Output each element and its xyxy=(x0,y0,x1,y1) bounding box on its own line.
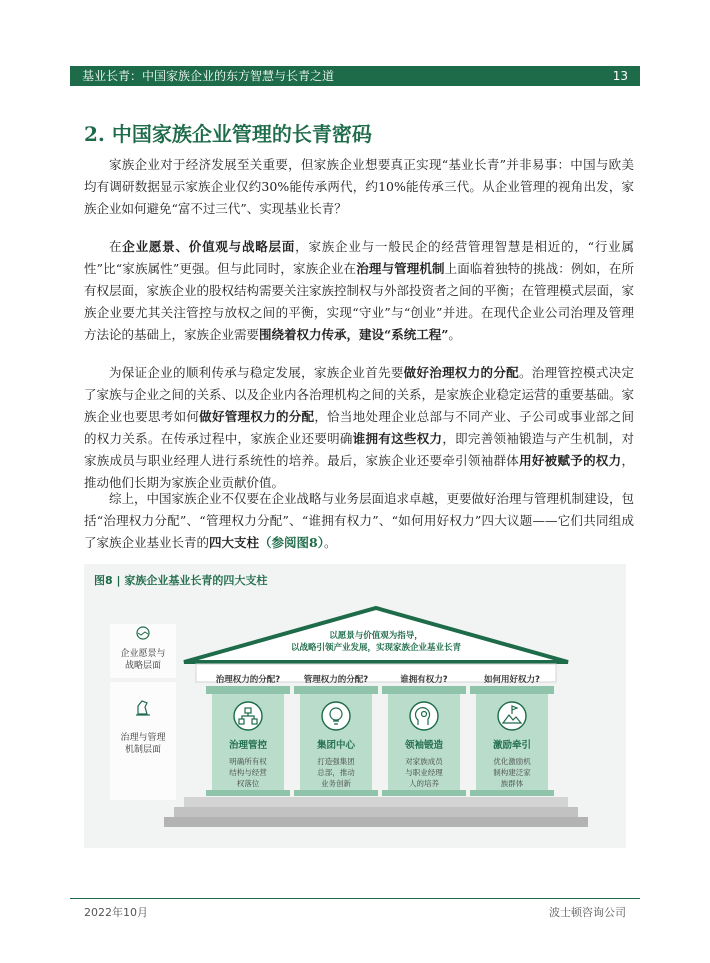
figure-8 xyxy=(84,564,626,848)
figure-title: 图8 | 家族企业基业长青的四大支柱 xyxy=(94,574,268,587)
pillar-question: 治理权力的分配? xyxy=(215,675,281,685)
pillar-1 xyxy=(206,674,290,796)
mountain-flag-icon xyxy=(498,702,526,730)
pillar-foot xyxy=(382,790,466,796)
roof-text-1: 以愿景与价值观为指导， xyxy=(329,631,423,641)
pillar-desc-line: 权落位 xyxy=(236,779,260,788)
pillar-desc-line: 明确所有权 xyxy=(229,757,267,766)
paragraph-2-bold-2: 治理与管理机制 xyxy=(356,261,445,276)
pillar-foot xyxy=(470,790,554,796)
paragraph-3-s4: ，即完善领袖锻造与产生机制，对家族成员与职业经理人进行系统性的培养。最后，家族企业还要牵引领袖群体 xyxy=(84,431,634,468)
org-chart-icon xyxy=(234,702,262,730)
running-header xyxy=(70,66,640,86)
pillar-desc-line: 优化激励机 xyxy=(493,757,531,766)
pillar-desc-line: 业务创新 xyxy=(321,779,351,788)
roof-text-2: 以战略引领产业发展，实现家族企业基业长青 xyxy=(290,643,462,653)
paragraph-1 xyxy=(84,154,634,220)
pillar-desc-line: 制构建泛家 xyxy=(493,768,531,777)
pillar-capital xyxy=(294,686,378,694)
footer-company: 波士顿咨询公司 xyxy=(549,906,626,919)
base-step-3 xyxy=(164,817,588,827)
section-title: 2. 中国家族企业管理的长青密码 xyxy=(84,122,372,146)
pillar-capital xyxy=(470,686,554,694)
pillar-question: 管理权力的分配? xyxy=(303,675,369,685)
pillar-desc-line: 对家族成员 xyxy=(405,757,443,766)
paragraph-4-s2: 。 xyxy=(323,535,337,550)
paragraph-3-s1: 为保证企业的顺利传承与稳定发展，家族企业首先要 xyxy=(109,365,404,380)
paragraph-2-s3: 上面临着独特的挑战：例如，在所有权层面，家族企业的股权结构需要关注家族控制权与外部投资者之间的平衡；在管理模式层面，家族企业要尤其关注管控与放权之间的平衡，实现“守业”与“创业”并进。在现代企业公司治理及管理方法论的基础上，家族企业需要 xyxy=(84,261,635,342)
pillar-desc-line: 人的培养 xyxy=(409,779,439,788)
paragraph-2-s2: ，家族企业与一般民企的经营管理智慧是相近的，“行业属性”比“家族属性”更强。但与此同时，家族企业在 xyxy=(84,239,634,276)
pillar-name: 治理管控 xyxy=(228,740,268,751)
running-header-title: 基业长青：中国家族企业的东方智慧与长青之道 xyxy=(82,69,335,83)
footer-divider xyxy=(70,898,640,899)
pillar-question: 谁拥有权力? xyxy=(400,675,448,685)
paragraph-4-bold-1: 四大支柱 xyxy=(209,535,260,550)
paragraph-3-bold-1: 做好治理权力的分配 xyxy=(403,365,519,380)
footer-date: 2022年10月 xyxy=(84,906,148,919)
paragraph-4-s1: 综上，中国家族企业不仅要在企业战略与业务层面追求卓越，更要做好治理与管理机制建设，包括“治理权力分配”、“管理权力分配”、“谁拥有权力”、“如何用好权力”四大议题——它们共同组成了家族企业基业长青的 xyxy=(84,491,635,550)
left-top-label-2: 战略层面 xyxy=(124,661,162,671)
page-number: 13 xyxy=(612,69,628,83)
pillar-desc-line: 族群体 xyxy=(500,779,524,788)
pillar-foot xyxy=(206,790,290,796)
pillar-desc-line: 结构与经营 xyxy=(229,768,267,777)
left-bottom-label-2: 机制层面 xyxy=(124,745,162,755)
pillar-4 xyxy=(470,674,554,796)
paragraph-1-text: 家族企业对于经济发展至关重要，但家族企业想要真正实现“基业长青”并非易事：中国与欧美均有调研数据显示家族企业仅约30%能传承两代，约10%能传承三代。从企业管理的视角出发，家族企业如何避免“富不过三代”、实现基业长青？ xyxy=(84,157,634,216)
paragraph-3 xyxy=(84,362,634,494)
paragraph-3-s3: ，恰当地处理企业总部与不同产业、子公司或事业部之间的权力关系。在传承过程中，家族企业还要明确 xyxy=(84,409,634,446)
pillar-question: 如何用好权力? xyxy=(484,675,540,685)
paragraph-4 xyxy=(84,488,634,554)
base-step-2 xyxy=(174,807,578,817)
left-bottom-label-1: 治理与管理 xyxy=(120,733,166,743)
pillar-2 xyxy=(294,674,378,796)
paragraph-2-s4: 。 xyxy=(448,327,461,342)
paragraph-3-bold-4: 用好被赋予的权力 xyxy=(519,453,622,468)
pillar-desc-line: 与职业经理 xyxy=(405,768,443,777)
four-pillars-diagram xyxy=(84,564,626,848)
pillar-3 xyxy=(382,674,466,796)
pillar-name: 集团中心 xyxy=(316,740,356,751)
head-gear-icon xyxy=(410,702,438,730)
pillar-capital xyxy=(206,686,290,694)
paragraph-2 xyxy=(84,236,634,346)
paragraph-2-bold-1: 企业愿景、价值观与战略层面 xyxy=(122,239,296,254)
paragraph-3-s2: 。治理管控模式决定了家族与企业之间的关系、以及企业内各治理机构之间的关系，是家族企业稳定运营的重要基础。家族企业也要思考如何 xyxy=(84,365,635,424)
base-step-1 xyxy=(184,797,568,807)
paragraph-3-bold-3: 谁拥有这些权力 xyxy=(352,431,443,446)
left-top-label-1: 企业愿景与 xyxy=(120,649,166,659)
pillar-name: 领袖锻造 xyxy=(404,740,444,751)
pillars-group xyxy=(206,674,554,796)
figure-reference: （参阅图8） xyxy=(259,535,324,550)
pillar-foot xyxy=(294,790,378,796)
pillar-desc-line: 打造强集团 xyxy=(317,757,355,766)
pillar-name: 激励牵引 xyxy=(492,740,532,751)
pillar-desc-line: 总部，推动 xyxy=(317,768,355,777)
paragraph-2-bold-3: 围绕着权力传承，建设“系统工程” xyxy=(259,327,449,342)
paragraph-3-s5: ，推动他们长期为家族企业贡献价值。 xyxy=(84,453,634,490)
paragraph-3-bold-2: 做好管理权力的分配 xyxy=(199,409,315,424)
pillar-capital xyxy=(382,686,466,694)
paragraph-2-s1: 在 xyxy=(109,239,123,254)
lightbulb-icon xyxy=(322,702,350,730)
